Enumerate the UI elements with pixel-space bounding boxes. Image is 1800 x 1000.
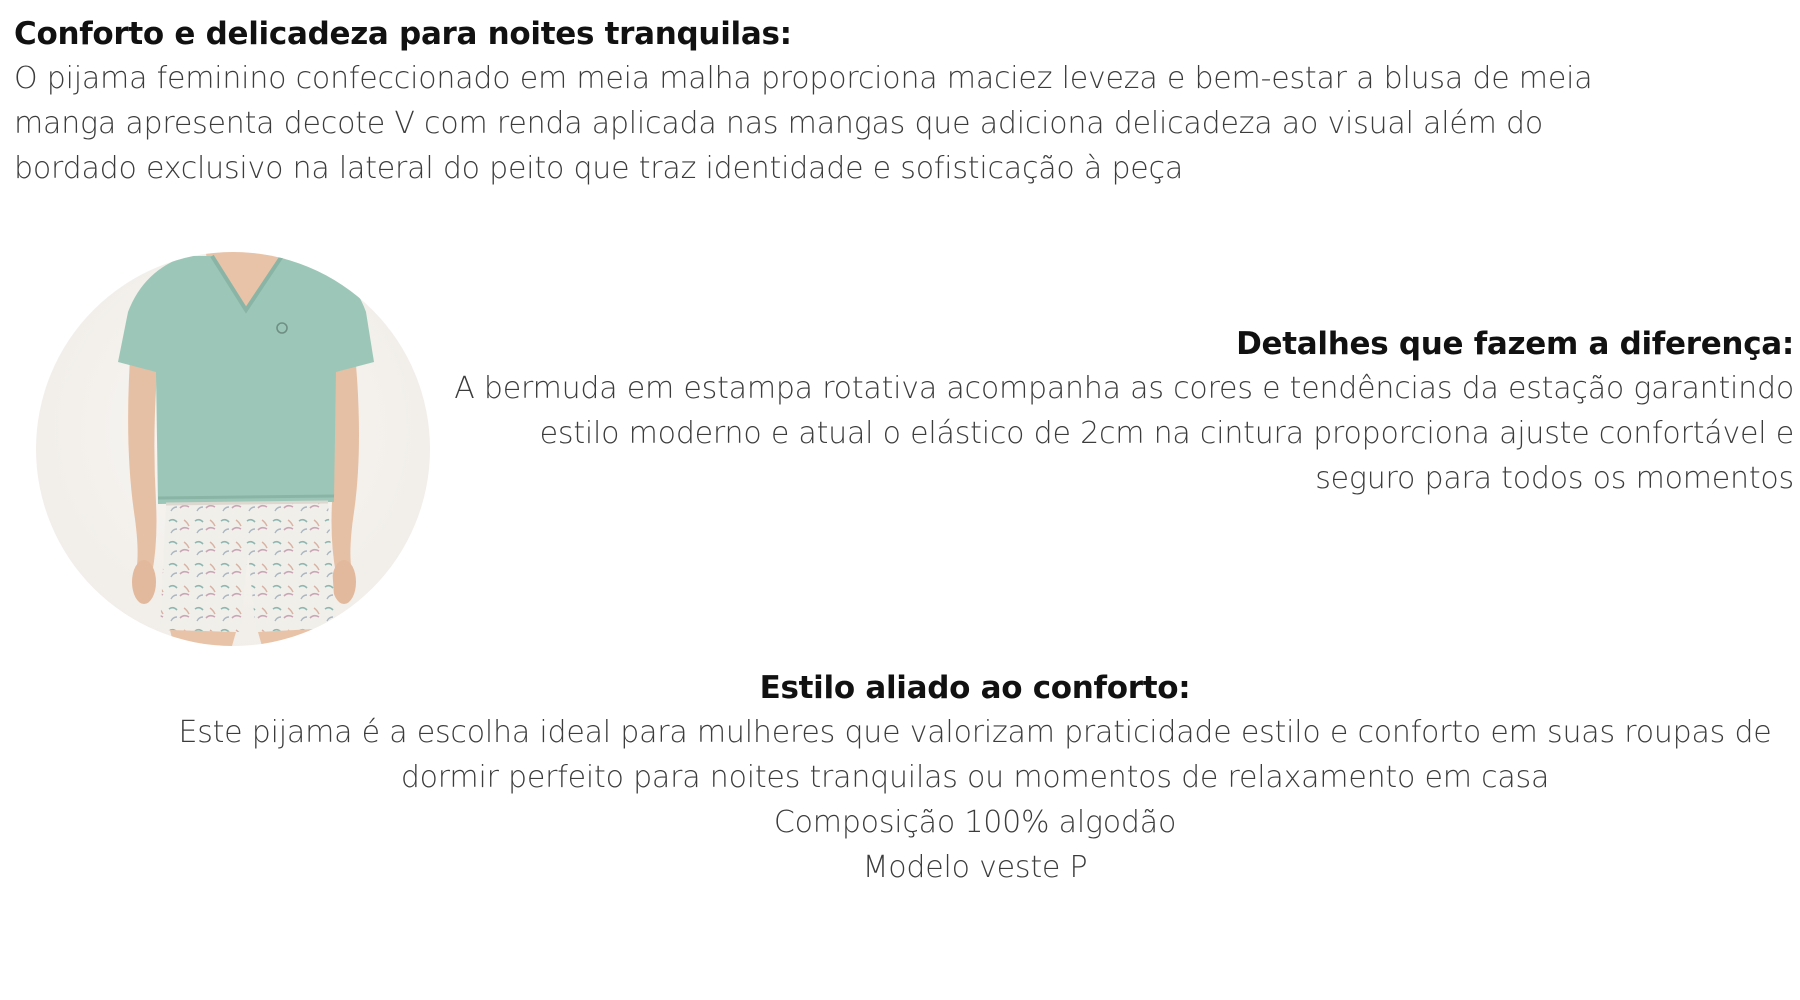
section-details-line: seguro para todos os momentos [1315,461,1794,496]
section-comfort-title: Conforto e delicadeza para noites tranquilas: [14,16,792,52]
composition-text: Composição 100% algodão [773,805,1177,840]
section-details-line: estilo moderno e atual o elástico de 2cm na cintura proporciona ajuste confortável e [539,416,1794,451]
pajama-model-illustration [36,252,430,646]
product-photo [36,252,430,646]
section-comfort-line: manga apresenta decote V com renda aplicada nas mangas que adiciona delicadeza ao visual além do [14,106,1543,141]
section-style-line: Este pijama é a escolha ideal para mulheres que valorizam praticidade estilo e conforto em suas roupas de [178,715,1772,750]
section-details-line: A bermuda em estampa rotativa acompanha as cores e tendências da estação garantindo [454,371,1794,406]
section-style [160,666,1790,890]
section-comfort-line: bordado exclusivo na lateral do peito que traz identidade e sofisticação à peça [14,151,1184,186]
section-details-title: Detalhes que fazem a diferença: [1236,326,1794,362]
section-style-title: Estilo aliado ao conforto: [759,670,1191,706]
section-style-line: dormir perfeito para noites tranquilas ou momentos de relaxamento em casa [400,760,1550,795]
section-comfort [14,12,1634,191]
section-details [444,322,1794,501]
section-comfort-line: O pijama feminino confeccionado em meia malha proporciona maciez leveza e bem-estar a blusa de meia [14,61,1593,96]
model-size-text: Modelo veste P [862,850,1088,885]
